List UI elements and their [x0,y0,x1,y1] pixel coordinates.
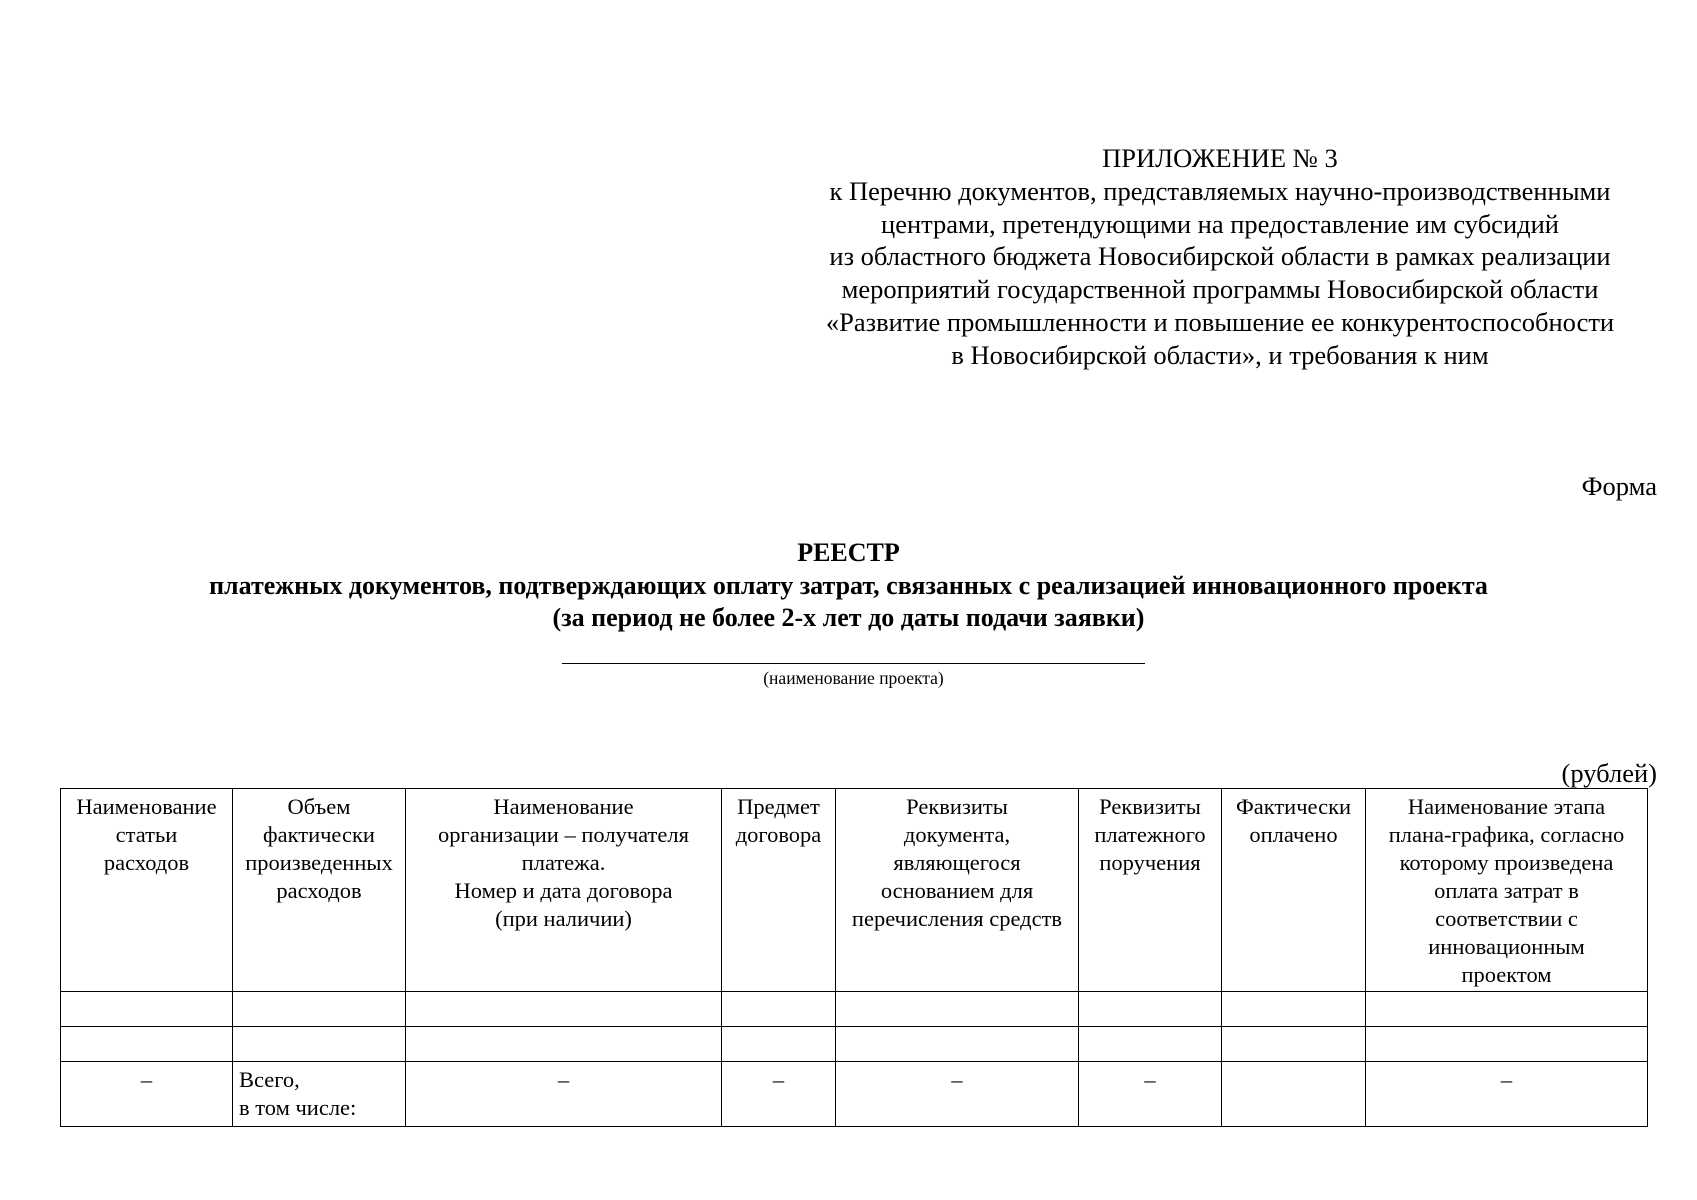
total-cell-dash: – [1079,1062,1222,1127]
annex-title: ПРИЛОЖЕНИЕ № 3 [1102,143,1338,173]
project-name-caption: (наименование проекта) [763,668,944,688]
table-cell[interactable] [1079,992,1222,1027]
column-header-actual-expenses: Объем фактически произведенных расходов [233,789,406,992]
table-cell[interactable] [836,992,1079,1027]
column-header-basis-document: Реквизиты документа, являющегося основанием для перечисления средств [836,789,1079,992]
table-row [61,1027,1648,1062]
table-header-row [61,789,1648,992]
annex-line: центрами, претендующими на предоставление им субсидий [881,208,1559,239]
total-cell-dash: – [406,1062,722,1127]
table-cell[interactable] [61,992,233,1027]
column-header-payee-organization: Наименование организации – получателя платежа. Номер и дата договора (при наличии) [406,789,722,992]
registry-period: (за период не более 2-х лет до даты подачи заявки) [552,603,1145,632]
document-title [0,537,1697,635]
total-cell-dash: – [722,1062,836,1127]
table-cell[interactable] [1222,992,1366,1027]
annex-header [785,142,1655,372]
table-cell[interactable] [722,1027,836,1062]
annex-line: из областного бюджета Новосибирской области в рамках реализации [829,241,1611,272]
table-cell[interactable] [1079,1027,1222,1062]
total-row [61,1062,1648,1127]
total-cell-dash: – [836,1062,1079,1127]
table-cell[interactable] [233,1027,406,1062]
column-header-expense-item: Наименование статьи расходов [61,789,233,992]
annex-line: в Новосибирской области», и требования к ним [951,339,1489,370]
column-header-actually-paid: Фактически оплачено [1222,789,1366,992]
column-header-payment-order: Реквизиты платежного поручения [1079,789,1222,992]
table-cell[interactable] [233,992,406,1027]
table-cell[interactable] [1222,1027,1366,1062]
units-label: (рублей) [1561,758,1657,788]
table-cell[interactable] [722,992,836,1027]
form-label: Форма [1581,471,1657,501]
project-name-blank-line [562,663,1145,664]
total-cell-paid[interactable] [1222,1062,1366,1127]
column-header-contract-subject: Предмет договора [722,789,836,992]
table-cell[interactable] [61,1027,233,1062]
total-label: Всего, в том числе: [233,1062,406,1127]
total-cell-dash: – [1366,1062,1648,1127]
registry-heading: РЕЕСТР [797,538,900,567]
table-cell[interactable] [1366,1027,1648,1062]
registry-subtitle: платежных документов, подтверждающих оплату затрат, связанных с реализацией инновационного проекта [209,570,1488,600]
table-cell[interactable] [1366,992,1648,1027]
table-cell[interactable] [836,1027,1079,1062]
total-cell-dash: – [61,1062,233,1127]
annex-line: мероприятий государственной программы Новосибирской области [841,274,1599,305]
table-cell[interactable] [406,992,722,1027]
annex-line: «Развитие промышленности и повышение ее конкурентоспособности [825,306,1615,337]
registry-table [60,788,1648,1127]
table-row [61,992,1648,1027]
annex-line: к Перечню документов, представляемых научно-производственными [829,175,1611,206]
column-header-schedule-stage: Наименование этапа плана-графика, согласно которому произведена оплата затрат в соответствии с инновационным проектом [1366,789,1648,992]
table-cell[interactable] [406,1027,722,1062]
